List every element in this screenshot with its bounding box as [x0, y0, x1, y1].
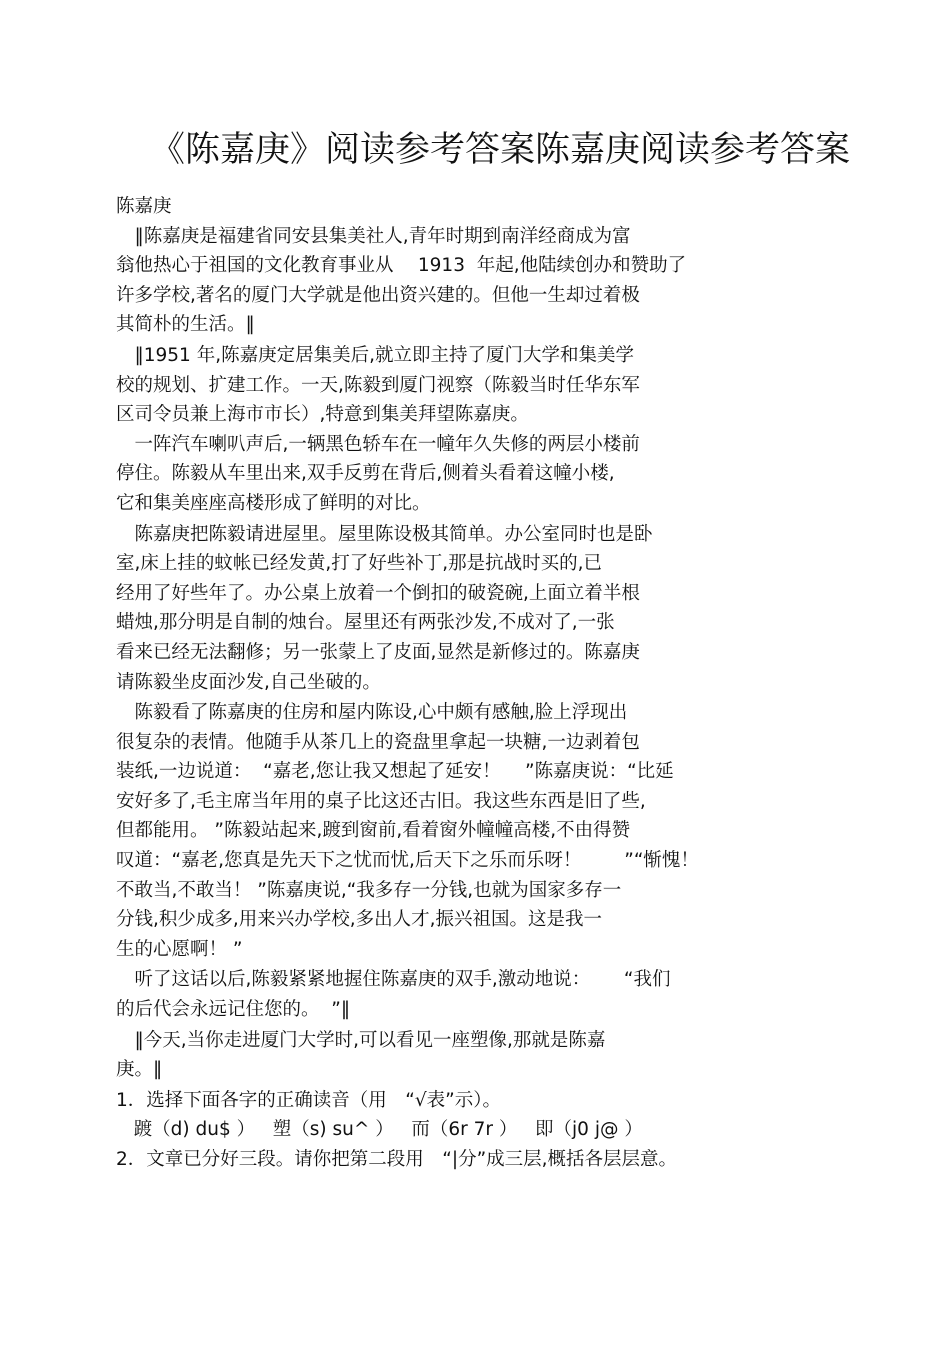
paragraph-2-line: ‖1951 年,陈嘉庚定居集美后,就立即主持了厦门大学和集美学 — [116, 344, 634, 366]
paragraph-5-line: 陈毅看了陈嘉庚的住房和屋内陈设,心中颇有感触,脸上浮现出 — [116, 702, 628, 724]
paragraph-5-line: 叹道：“嘉老,您真是先天下之忧而忧,后天下之乐而乐呀！ ”“惭愧！ — [116, 850, 699, 872]
paragraph-6-line: 听了这话以后,陈毅紧紧地握住陈嘉庚的双手,激动地说： “我们 — [116, 969, 671, 991]
question-1: 1．选择下面各字的正确读音（用 “√表”示）。 — [116, 1089, 501, 1111]
paragraph-2-line: 区司令员兼上海市市长）,特意到集美拜望陈嘉庚。 — [116, 404, 529, 426]
paragraph-3-line: 一阵汽车喇叭声后,一辆黑色轿车在一幢年久失修的两层小楼前 — [116, 433, 640, 455]
question-1-options: 踱（d) du$ ） 塑（s) su^ ） 而（6r 7r ） 即（j0 j@ ） — [116, 1119, 643, 1141]
paragraph-4-line: 蜡烛,那分明是自制的烛台。屋里还有两张沙发,不成对了,一张 — [116, 612, 615, 634]
paragraph-3-line: 它和集美座座高楼形成了鲜明的对比。 — [116, 492, 431, 514]
paragraph-1-line: ‖陈嘉庚是福建省同安县集美社人,青年时期到南洋经商成为富 — [116, 225, 631, 247]
paragraph-7-line: 庚。‖ — [116, 1059, 163, 1081]
paragraph-4-line: 经用了好些年了。办公桌上放着一个倒扣的破瓷碗,上面立着半根 — [116, 582, 640, 604]
paragraph-1-line: 其简朴的生活。‖ — [116, 314, 255, 336]
paragraph-3-line: 停住。陈毅从车里出来,双手反剪在背后,侧着头看着这幢小楼, — [116, 463, 615, 485]
paragraph-4-line: 看来已经无法翻修；另一张蒙上了皮面,显然是新修过的。陈嘉庚 — [116, 641, 640, 663]
paragraph-5-line: 分钱,积少成多,用来兴办学校,多出人才,振兴祖国。这是我一 — [116, 909, 603, 931]
paragraph-5-line: 但都能用。 ”陈毅站起来,踱到窗前,看着窗外幢幢高楼,不由得赞 — [116, 820, 631, 842]
paragraph-4-line: 室,床上挂的蚊帐已经发黄,打了好些补丁,那是抗战时买的,已 — [116, 553, 603, 575]
paragraph-4-line: 陈嘉庚把陈毅请进屋里。屋里陈设极其简单。办公室同时也是卧 — [116, 523, 653, 545]
question-2: 2．文章已分好三段。请你把第二段用 “|分”成三层,概括各层层意。 — [116, 1149, 678, 1170]
paragraph-1-line: 许多学校,著名的厦门大学就是他出资兴建的。但他一生却过着极 — [116, 284, 640, 306]
paragraph-4-line: 请陈毅坐皮面沙发,自己坐破的。 — [116, 671, 381, 693]
article-body — [116, 192, 806, 1175]
paragraph-6-line: 的后代会永远记住您的。 ”‖ — [116, 999, 351, 1021]
article-subtitle: 陈嘉庚 — [116, 196, 172, 217]
document-title: 《陈嘉庚》阅读参考答案陈嘉庚阅读参考答案 — [150, 130, 851, 170]
paragraph-7-line: ‖今天,当你走进厦门大学时,可以看见一座塑像,那就是陈嘉 — [116, 1029, 606, 1051]
paragraph-1-line: 翁他热心于祖国的文化教育事业从 1913 年起,他陆续创办和赞助了 — [116, 255, 687, 277]
paragraph-2-line: 校的规划、扩建工作。一天,陈毅到厦门视察（陈毅当时任华东军 — [116, 374, 640, 396]
paragraph-5-line: 很复杂的表情。他随手从茶几上的瓷盘里拿起一块糖,一边剥着包 — [116, 731, 640, 753]
paragraph-5-line: 装纸,一边说道： “嘉老,您让我又想起了延安！ ”陈嘉庚说：“比延 — [116, 761, 674, 783]
paragraph-5-line: 生的心愿啊！ ” — [116, 938, 243, 960]
paragraph-5-line: 安好多了,毛主席当年用的桌子比这还古旧。我这些东西是旧了些, — [116, 790, 646, 812]
paragraph-5-line: 不敢当,不敢当！ ”陈嘉庚说,“我多存一分钱,也就为国家多存一 — [116, 879, 622, 901]
